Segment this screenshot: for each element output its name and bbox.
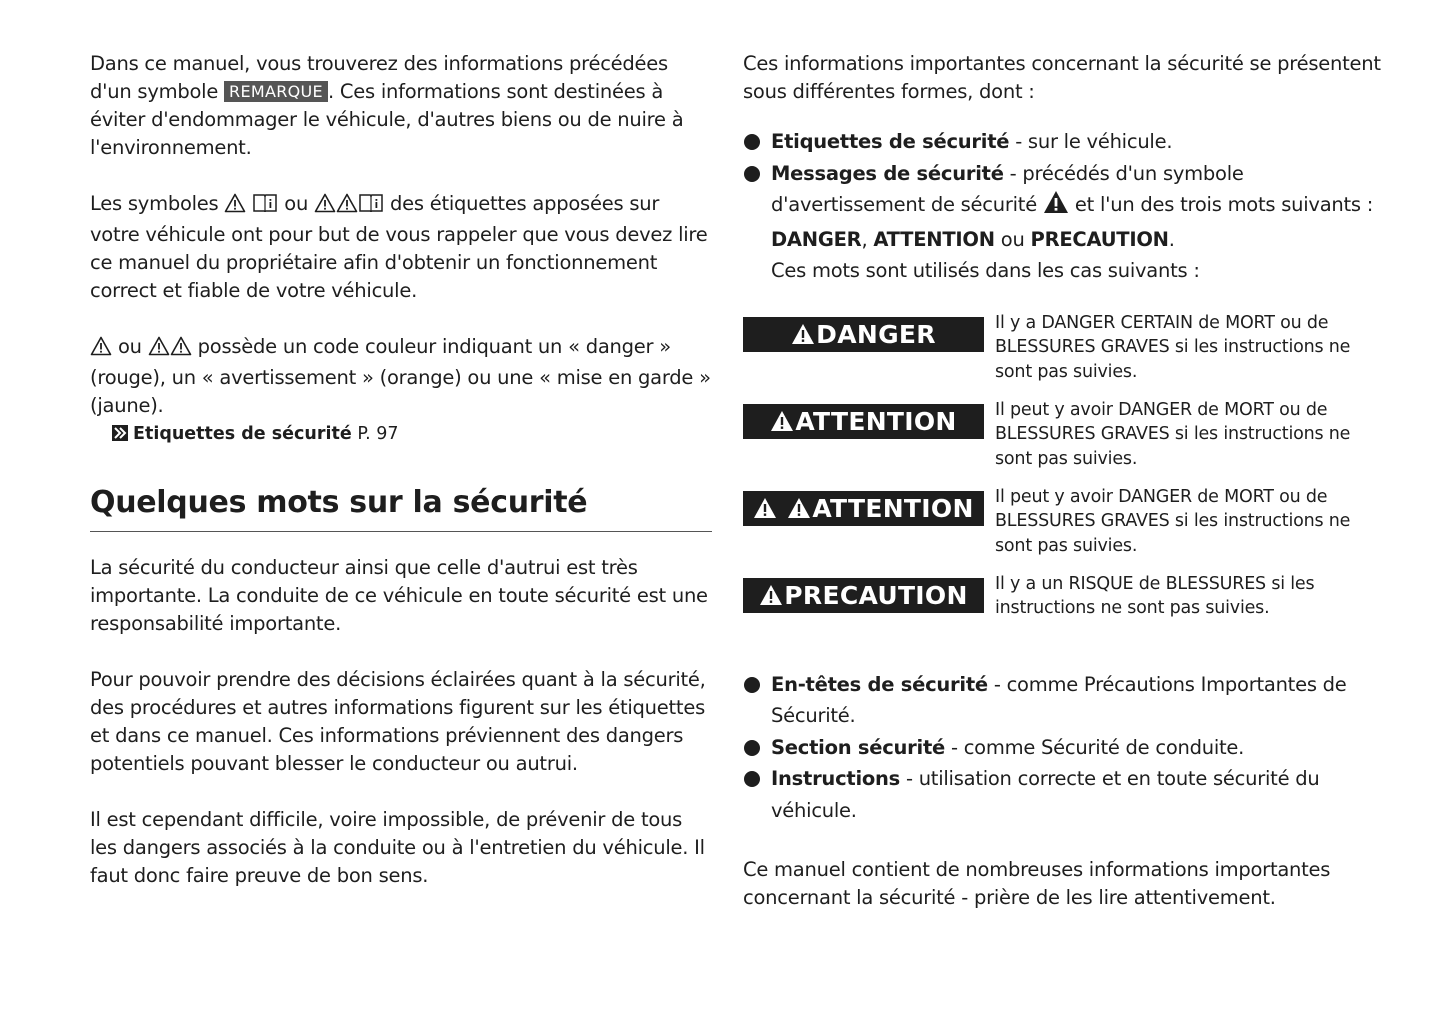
signal-row-danger — [743, 313, 1383, 400]
bullet-dot-icon — [744, 740, 760, 756]
bullet-dot-icon — [744, 134, 760, 150]
signal-row-precaution — [743, 574, 1383, 661]
signal-label-precaution: PRECAUTION — [743, 578, 984, 613]
warning-triangle-filled-icon — [759, 584, 783, 606]
manual-book-icon — [358, 193, 384, 221]
warning-triangle-outline-icon — [314, 193, 336, 221]
warning-triangle-filled-icon — [770, 410, 794, 432]
signal-row-attention — [743, 400, 1383, 487]
warning-triangle-filled-icon — [791, 323, 815, 345]
warning-triangle-outline-icon — [170, 336, 192, 364]
list-item: Etiquettes de sécurité - sur le véhicule. — [743, 126, 1383, 158]
bullet-list-bottom — [743, 669, 1383, 827]
bullet-dot-icon — [744, 771, 760, 787]
warning-triangle-outline-icon — [148, 336, 170, 364]
bullet-list-top — [743, 126, 1383, 287]
signal-description: Il y a DANGER CERTAIN de MORT ou de BLESSURES GRAVES si les instructions ne sont pas suivies. — [995, 312, 1351, 382]
list-item: En-têtes de sécurité - comme Précautions Importantes de Sécurité. — [743, 669, 1383, 732]
cross-reference-link[interactable]: Etiquettes de sécurité P. 97 — [112, 421, 712, 447]
left-column — [90, 50, 712, 890]
signal-row-attention-double — [743, 487, 1383, 574]
signal-description: Il y a un RISQUE de BLESSURES si les instructions ne sont pas suivies. — [995, 573, 1315, 618]
paragraph-decisions: Pour pouvoir prendre des décisions éclairées quant à la sécurité, des procédures et autres informations figurent sur les étiquettes et dans ce manuel. Ces informations préviennent des dangers potentiels pouvant blesser le conducteur ou autrui. — [90, 668, 706, 775]
signal-label-danger: DANGER — [743, 317, 984, 352]
list-item: Instructions - utilisation correcte et en toute sécurité du véhicule. — [743, 763, 1383, 826]
manual-book-icon — [252, 193, 278, 221]
warning-triangle-filled-icon — [1043, 190, 1069, 224]
paragraph-color-code: ou possède un code couleur indiquant un « danger » (rouge), un « avertissement » (orange) ou une « mise en garde » (jaune). — [90, 335, 711, 417]
warning-triangle-outline-icon — [336, 193, 358, 221]
warning-triangle-filled-icon — [753, 497, 777, 519]
warning-triangle-outline-icon — [224, 193, 246, 221]
paragraph-intro: Ces informations importantes concernant la sécurité se présentent sous différentes formes, dont : — [743, 52, 1381, 103]
list-item: Section sécurité - comme Sécurité de conduite. — [743, 732, 1383, 764]
paragraph-importance: La sécurité du conducteur ainsi que celle d'autrui est très importante. La conduite de ce véhicule en toute sécurité est une responsabilité importante. — [90, 556, 708, 635]
bullet-dot-icon — [744, 677, 760, 693]
right-column — [743, 50, 1383, 912]
signal-description: Il peut y avoir DANGER de MORT ou de BLESSURES GRAVES si les instructions ne sont pas suivies. — [995, 486, 1351, 556]
warning-triangle-filled-icon — [787, 497, 811, 519]
bullet-dot-icon — [744, 166, 760, 182]
paragraph-outro: Ce manuel contient de nombreuses informations importantes concernant la sécurité - prière de les lire attentivement. — [743, 858, 1331, 909]
section-heading: Quelques mots sur la sécurité — [90, 484, 712, 532]
remarque-badge: REMARQUE — [224, 81, 328, 102]
signal-description: Il peut y avoir DANGER de MORT ou de BLESSURES GRAVES si les instructions ne sont pas suivies. — [995, 399, 1351, 469]
signal-label-attention: ATTENTION — [743, 404, 984, 439]
list-item: Messages de sécurité - précédés d'un symbole d'avertissement de sécurité et l'un des trois mots suivants : DANGER, ATTENTION ou PRECAUTION. Ces mots sont utilisés dans les cas suivants : — [743, 158, 1383, 287]
reference-arrow-icon — [112, 425, 128, 441]
warning-triangle-outline-icon — [90, 336, 112, 364]
paragraph-symbols: Les symboles ou des étiquettes apposées sur votre véhicule ont pour but de vous rappeler que vous devez lire ce manuel du propriétaire afin d'obtenir un fonctionnement correct et fiable de votre véhicule. — [90, 192, 708, 302]
signal-word-table — [743, 313, 1383, 661]
paragraph-common-sense: Il est cependant difficile, voire impossible, de prévenir de tous les dangers associés à la conduite ou à l'entretien du véhicule. Il faut donc faire preuve de bon sens. — [90, 808, 705, 887]
paragraph-remarque: Dans ce manuel, vous trouverez des informations précédées d'un symbole REMARQUE . Ces informations sont destinées à éviter d'endommager le véhicule, d'autres biens ou de nuire à l'environnement. — [90, 52, 684, 159]
signal-label-attention-double: ATTENTION — [743, 491, 984, 526]
